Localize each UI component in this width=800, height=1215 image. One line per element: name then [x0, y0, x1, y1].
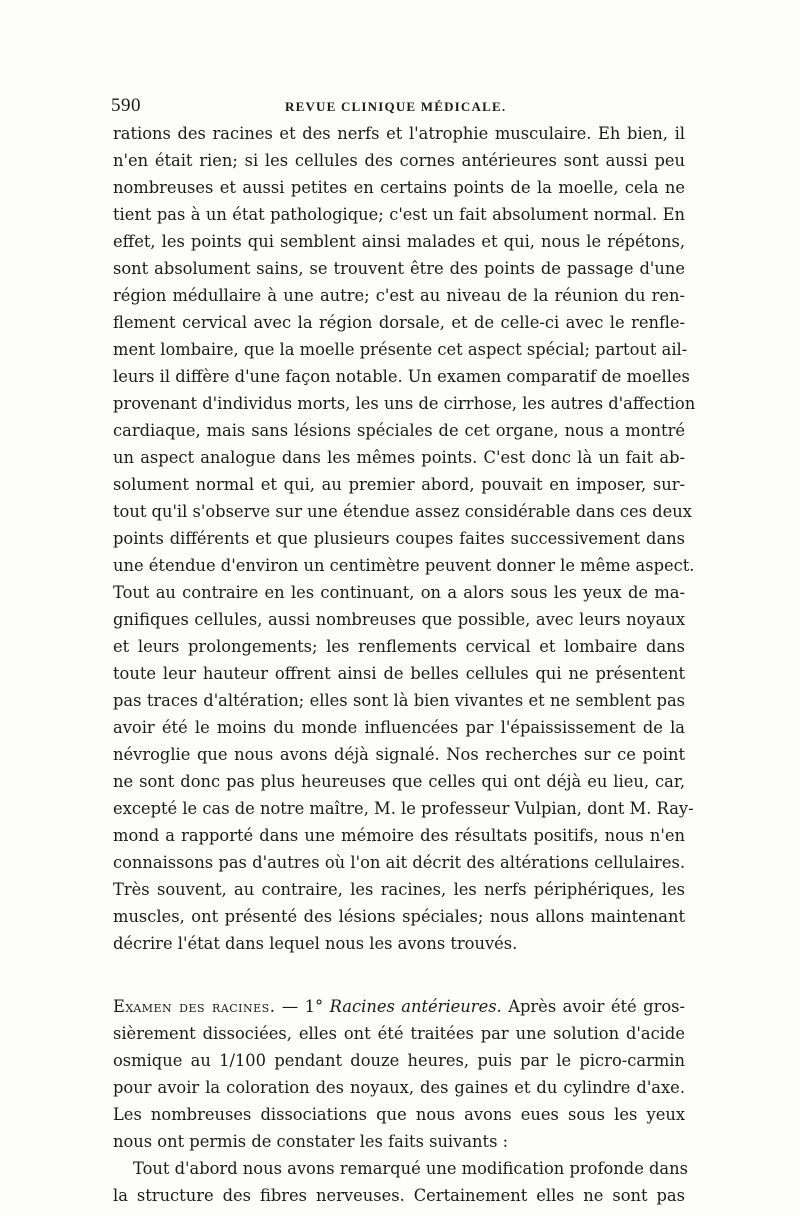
text-line: une étendue d'environ un centimètre peuvent donner le même aspect. [113, 556, 695, 575]
text-line: la structure des fibres nerveuses. Certainement elles ne sont pas [113, 1186, 685, 1205]
text-line: effet, les points qui semblent ainsi malades et qui, nous le répétons, [113, 232, 685, 251]
text-line: tout qu'il s'observe sur une étendue assez considérable dans ces deux [113, 502, 692, 521]
text-line: n'en était rien; si les cellules des cornes antérieures sont aussi peu [113, 151, 685, 170]
running-title: REVUE CLINIQUE MÉDICALE. [285, 99, 507, 114]
paragraph-3 [113, 1155, 688, 1209]
text-line: un aspect analogue dans les mêmes points. C'est donc là un fait ab- [113, 448, 685, 467]
text-line: rations des racines et des nerfs et l'atrophie musculaire. Eh bien, il [113, 124, 685, 143]
text-line: osmique au 1/100 pendant douze heures, puis par le picro-carmin [113, 1051, 685, 1070]
text-line: muscles, ont présenté des lésions spéciales; nous allons maintenant [113, 907, 685, 926]
text-line: Tout au contraire en les continuant, on a alors sous les yeux de ma- [113, 583, 685, 602]
section-heading-line [113, 993, 685, 1020]
text-line: mond a rapporté dans une mémoire des résultats positifs, nous n'en [113, 826, 685, 845]
text-line: nous ont permis de constater les faits suivants : [113, 1132, 509, 1151]
text-line: toute leur hauteur offrent ainsi de belles cellules qui ne présentent [113, 664, 685, 683]
text-line: Les nombreuses dissociations que nous avons eues sous les yeux [113, 1105, 685, 1124]
text-line: nombreuses et aussi petites en certains points de la moelle, cela ne [113, 178, 685, 197]
text-line: points différents et que plusieurs coupes faites successivement dans [113, 529, 685, 548]
text-line: solument normal et qui, au premier abord, pouvait en imposer, sur- [113, 475, 685, 494]
text-line: cardiaque, mais sans lésions spéciales de cet organe, nous a montré [113, 421, 685, 440]
text-line: Très souvent, au contraire, les racines, les nerfs périphériques, les [113, 880, 685, 899]
text-line: pas traces d'altération; elles sont là bien vivantes et ne semblent pas [113, 691, 685, 710]
text-line: région médullaire à une autre; c'est au niveau de la réunion du ren- [113, 286, 685, 305]
text-line: décrire l'état dans lequel nous les avons trouvés. [113, 934, 518, 953]
body-text [113, 120, 696, 1209]
text-line: ne sont donc pas plus heureuses que celles qui ont déjà eu lieu, car, [113, 772, 685, 791]
paragraph-gap [113, 957, 685, 993]
text-line: ment lombaire, que la moelle présente cet aspect spécial; partout ail- [113, 340, 688, 359]
page-number: 590 [111, 95, 141, 116]
paragraph-1 [113, 120, 696, 957]
text-line: pour avoir la coloration des noyaux, des gaines et du cylindre d'axe. [113, 1078, 685, 1097]
text-line: flement cervical avec la région dorsale, et de celle-ci avec le renfle- [113, 313, 685, 332]
section-heading: Examen des racines. [113, 997, 276, 1016]
text-line: excepté le cas de notre maître, M. le professeur Vulpian, dont M. Ray- [113, 799, 694, 818]
section-first-line-text: Après avoir été gros- [501, 997, 686, 1016]
section-dash: — [275, 997, 305, 1016]
subheading: Racines antérieures. [329, 997, 502, 1016]
text-line: et leurs prolongements; les renflements cervical et lombaire dans [113, 637, 685, 656]
subheading-number: 1° [304, 997, 330, 1016]
text-line: connaissons pas d'autres où l'on ait décrit des altérations cellulaires. [113, 853, 685, 872]
paragraph-2 [113, 993, 685, 1155]
page-header [111, 95, 685, 119]
text-line: sont absolument sains, se trouvent être des points de passage d'une [113, 259, 685, 278]
text-line: leurs il diffère d'une façon notable. Un examen comparatif de moelles [113, 367, 690, 386]
text-line: tient pas à un état pathologique; c'est un fait absolument normal. En [113, 205, 685, 224]
text-line: névroglie que nous avons déjà signalé. Nos recherches sur ce point [113, 745, 685, 764]
text-line: gnifiques cellules, aussi nombreuses que possible, avec leurs noyaux [113, 610, 685, 629]
text-line: Tout d'abord nous avons remarqué une modification profonde dans [133, 1159, 688, 1178]
text-line: provenant d'individus morts, les uns de cirrhose, les autres d'affection [113, 394, 696, 413]
text-line: sièrement dissociées, elles ont été traitées par une solution d'acide [113, 1024, 685, 1043]
text-line: avoir été le moins du monde influencées par l'épaississement de la [113, 718, 685, 737]
